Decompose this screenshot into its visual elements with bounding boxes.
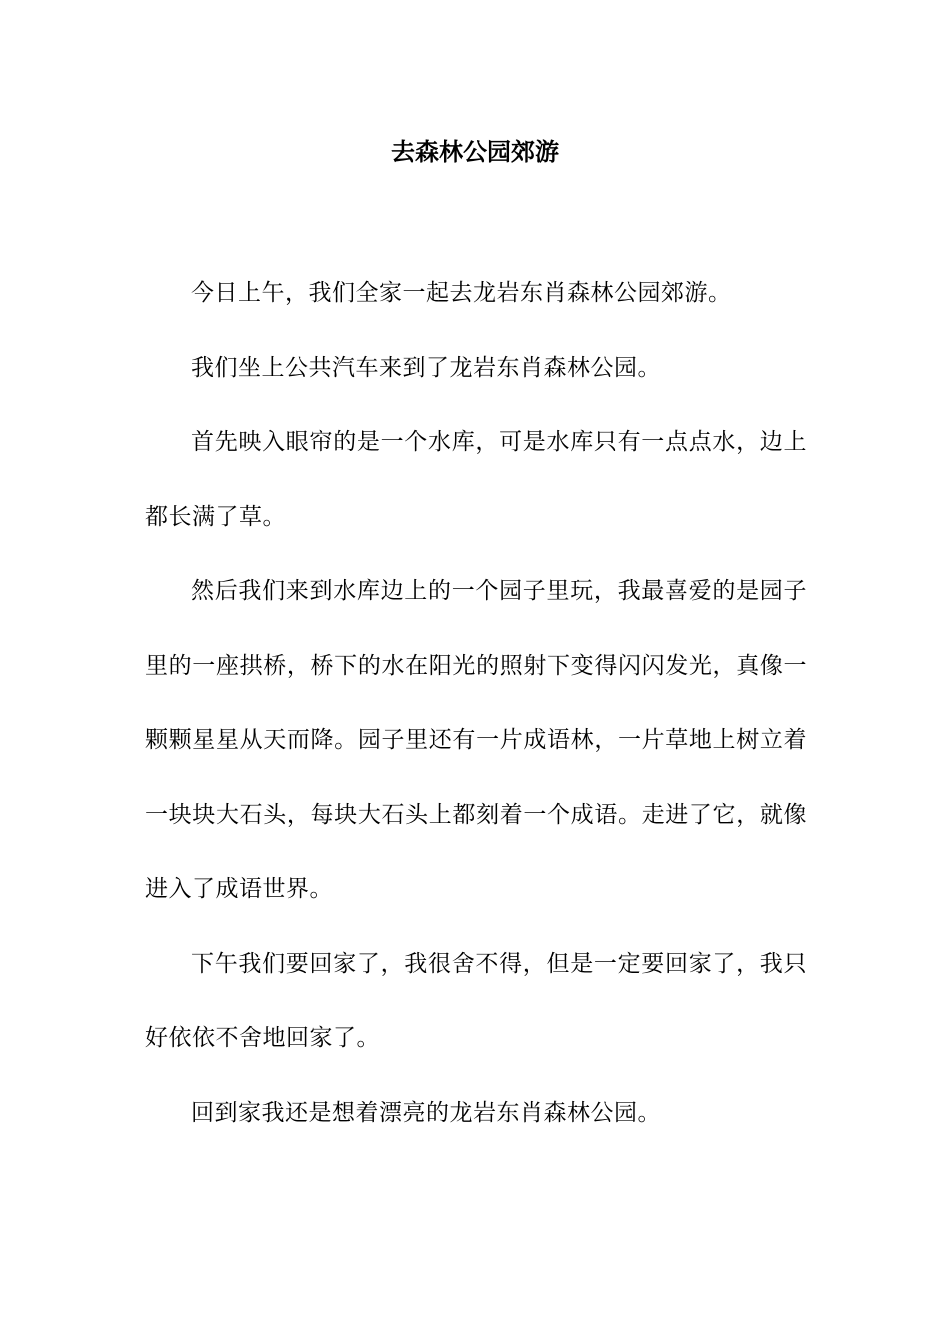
- paragraph-4: 然后我们来到水库边上的一个园子里玩，我最喜爱的是园子里的一座拱桥，桥下的水在阳光的照射下变得闪闪发光，真像一颗颗星星从天而降。园子里还有一片成语林，一片草地上树立着一块块大石头，每块大石头上都刻着一个成语。走进了它，就像进入了成语世界。: [145, 578, 807, 902]
- paragraph-2: 我们坐上公共汽车来到了龙岩东肖森林公园。: [191, 354, 661, 381]
- paragraph-5: 下午我们要回家了，我很舍不得，但是一定要回家了，我只好依依不舍地回家了。: [145, 950, 807, 1051]
- paragraph-6: 回到家我还是想着漂亮的龙岩东肖森林公园。: [191, 1099, 661, 1126]
- paragraph-3: 首先映入眼帘的是一个水库，可是水库只有一点点水，边上都长满了草。: [145, 429, 807, 530]
- document-body: [145, 256, 807, 1150]
- document-title: 去森林公园郊游: [391, 137, 559, 166]
- paragraph-1: 今日上午，我们全家一起去龙岩东肖森林公园郊游。: [191, 280, 732, 306]
